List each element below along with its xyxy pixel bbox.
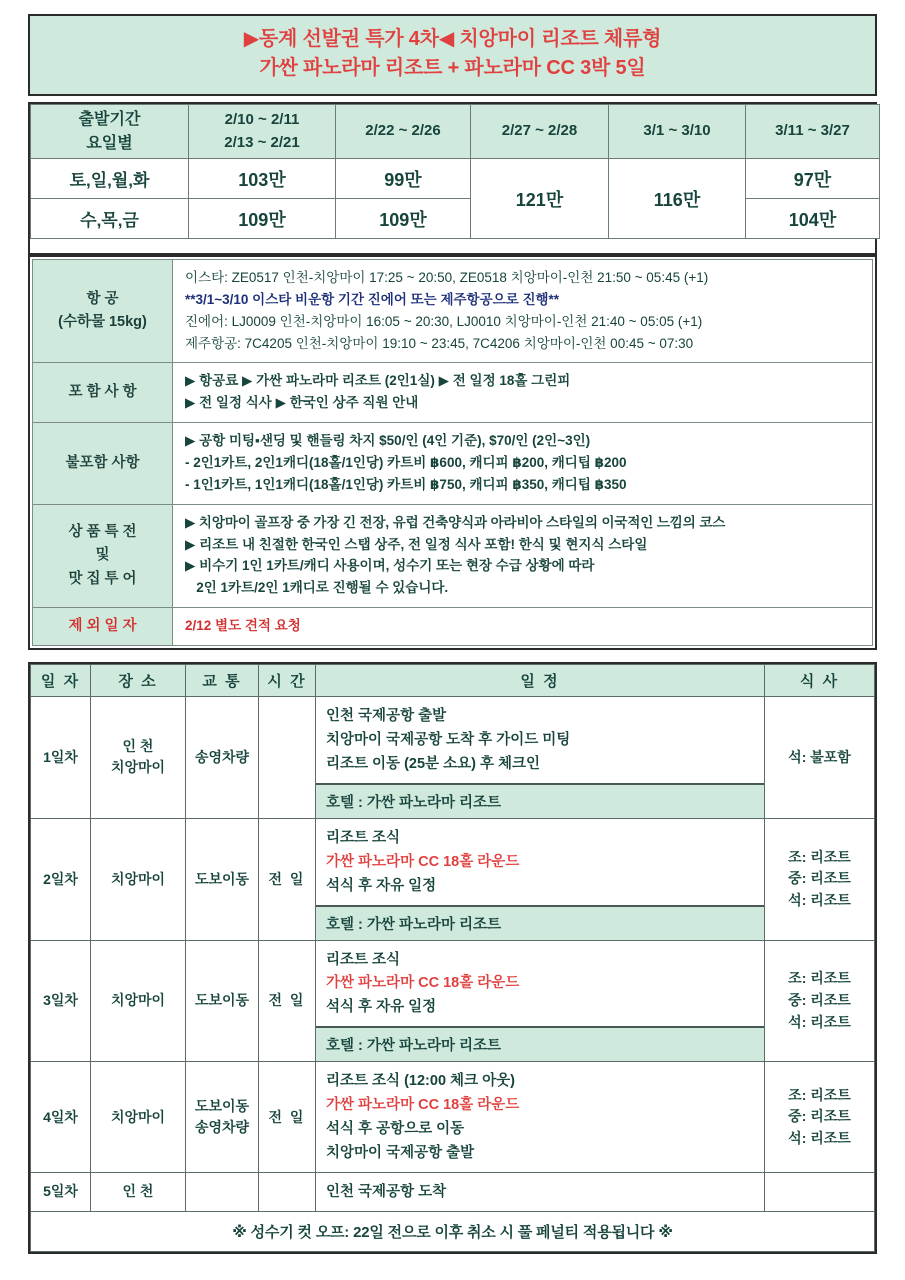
day-1-sched-0: 인천 국제공항 출발 [326,708,447,725]
features-label-line1: 상 품 특 전 [68,524,137,541]
day-1-hotel: 호텔 : 가싼 파노라마 리조트 [316,783,764,818]
day-4-transport-line1: 도보이동 [194,1098,250,1115]
info-row-excluded-dates [33,608,873,646]
day-4-meal-0: 조: 리조트 [788,1086,851,1103]
day-3-sched-1: 가싼 파노라마 CC 18홀 라운드 [326,975,520,992]
day-1-label: 1일차 [31,697,91,819]
price-header-label-line2: 요일별 [86,134,133,152]
day-1-schedule [316,697,765,819]
excluded-line-2: - 1인1카트, 1인1캐디(18홀/1인당) 카트비 ฿750, 캐디피 ฿350, 캐디팁 ฿350 [185,476,627,492]
price-header-label [31,105,189,159]
day-2-transport: 도보이동 [186,818,259,940]
title-line-2: 가싼 파노라마 리조트 + 파노라마 CC 3박 5일 [259,57,646,79]
day-1-sched-2: 리조트 이동 (25분 소요) 후 체크인 [326,755,541,772]
info-row-excluded [33,423,873,505]
day-5-label: 5일차 [31,1173,91,1212]
table-row [31,1062,875,1173]
day-1-time [259,697,316,819]
features-line-1: ▶ 리조트 내 친절한 한국인 스탭 상주, 전 일정 식사 포함! 한식 및 현지식 스타일 [185,536,648,552]
day-4-sched-2: 석식 후 공항으로 이동 [326,1121,465,1138]
day-3-sched-2: 석식 후 자유 일정 [326,999,437,1016]
footer-note: ※ 성수기 컷 오프: 22일 전으로 이후 취소 시 풀 페널티 적용됩니다 ※ [31,1211,875,1251]
table-row [31,940,875,1062]
day-2-label: 2일차 [31,818,91,940]
excluded-line-1: - 2인1카트, 2인1캐디(18홀/1인당) 카트비 ฿600, 캐디피 ฿200, 캐디팁 ฿200 [185,455,627,471]
day-2-sched-0: 리조트 조식 [326,829,401,846]
day-1-meal [765,697,875,819]
day-4-schedule-lines [316,1062,764,1172]
title-line-1: ▶동계 선발권 특가 4차◀ 치앙마이 리조트 체류형 [243,28,662,50]
included-line-1: ▶ 전 일정 식사 ▶ 한국인 상주 직원 안내 [185,395,419,411]
excluded-dates-text: 2/12 별도 견적 요청 [185,618,301,634]
day-3-schedule [316,940,765,1062]
day-3-meal-1: 중: 리조트 [788,992,851,1009]
itinerary-header-place: 장 소 [91,665,186,697]
day-3-meal-2: 석: 리조트 [788,1013,851,1030]
flight-line-0: 이스타: ZE0517 인천-치앙마이 17:25 ~ 20:50, ZE0518 치앙마이-인천 21:50 ~ 05:45 (+1) [185,270,709,285]
included-value [173,363,873,423]
day-3-schedule-lines [316,941,764,1027]
features-line-2: ▶ 비수기 1인 1카트/캐디 사용이며, 성수기 또는 현장 수급 상황에 따라 [185,558,595,574]
info-table [32,259,873,646]
day-2-meal-2: 석: 리조트 [788,892,851,909]
day-1-schedule-lines [316,697,764,783]
excluded-label: 불포함 사항 [33,423,173,505]
excluded-dates-label: 제 외 일 자 [33,608,173,646]
price-row-label-weekday: 수,목,금 [31,199,189,239]
itinerary-header-schedule: 일 정 [316,665,765,697]
itinerary-table [30,664,875,1252]
table-row [31,1173,875,1212]
excluded-line-0: ▶ 공항 미팅▪샌딩 및 핸들링 차지 $50/인 (4인 기준), $70/인 (2인~3인) [185,433,591,449]
day-1-place-line1: 인 천 [122,738,154,755]
included-line-0: ▶ 항공료 ▶ 가싼 파노라마 리조트 (2인1실) ▶ 전 일정 18홀 그린피 [185,373,571,389]
day-3-meal-0: 조: 리조트 [788,970,851,987]
table-row [31,159,880,199]
price-header-label-line1: 출발기간 [78,110,141,128]
info-row-features [33,504,873,607]
day-4-schedule [316,1062,765,1173]
price-table-container [28,102,877,255]
day-2-meal-1: 중: 리조트 [788,870,851,887]
day-4-place: 치앙마이 [91,1062,186,1173]
day-3-label: 3일차 [31,940,91,1062]
day-3-place: 치앙마이 [91,940,186,1062]
flight-line-1: **3/1~3/10 이스타 비운항 기간 진에어 또는 제주항공으로 진행** [185,291,560,307]
features-line-0: ▶ 치앙마이 골프장 중 가장 긴 전장, 유럽 건축양식과 아라비아 스타일의 이국적인 느낌의 코스 [185,514,726,530]
excluded-value [173,423,873,505]
price-period-2: 2/27 ~ 2/28 [471,105,609,159]
itinerary-header-meal: 식 사 [765,665,875,697]
flight-label-line1: 항 공 [86,291,119,308]
day-5-time [259,1173,316,1212]
itinerary-header-time: 시 간 [259,665,316,697]
price-cell-r1c5: 97만 [746,159,880,199]
itinerary-footer-row [31,1211,875,1251]
day-3-hotel: 호텔 : 가싼 파노라마 리조트 [316,1026,764,1061]
day-5-place: 인 천 [91,1173,186,1212]
day-5-schedule-lines [316,1173,764,1211]
price-row-label-weekend: 토,일,월,화 [31,159,189,199]
day-2-meal [765,818,875,940]
day-4-sched-3: 치앙마이 국제공항 출발 [326,1145,475,1162]
itinerary-header-row [31,665,875,697]
day-4-meal [765,1062,875,1173]
info-row-flight [33,260,873,363]
features-label-line2: 및 [95,547,110,564]
day-2-sched-2: 석식 후 자유 일정 [326,877,437,894]
day-1-place [91,697,186,819]
day-5-schedule [316,1173,765,1212]
price-cell-r2c2: 109만 [336,199,471,239]
flight-label-line2: (수하물 15kg) [58,314,147,331]
day-2-meal-0: 조: 리조트 [788,848,851,865]
features-value [173,504,873,607]
itinerary-section [28,662,877,1254]
included-label: 포 함 사 항 [33,363,173,423]
day-4-label: 4일차 [31,1062,91,1173]
table-row [31,818,875,940]
day-4-sched-0: 리조트 조식 (12:00 체크 아웃) [326,1073,515,1090]
flight-value [173,260,873,363]
day-4-meal-2: 석: 리조트 [788,1130,851,1147]
day-2-schedule [316,818,765,940]
flight-label [33,260,173,363]
day-4-sched-1: 가싼 파노라마 CC 18홀 라운드 [326,1097,520,1114]
day-2-place: 치앙마이 [91,818,186,940]
price-cell-r1c1: 103만 [189,159,336,199]
features-label [33,504,173,607]
flight-line-3: 제주항공: 7C4205 인천-치앙마이 19:10 ~ 23:45, 7C4206 치앙마이-인천 00:45 ~ 07:30 [185,335,694,351]
price-period-3: 3/1 ~ 3/10 [609,105,746,159]
features-line-3: 2인 1카트/2인 1캐디로 진행될 수 있습니다. [185,580,449,596]
price-cell-r1c2: 99만 [336,159,471,199]
table-row [31,199,880,239]
day-1-place-line2: 치앙마이 [110,759,166,776]
excluded-dates-value [173,608,873,646]
day-1-transport: 송영차량 [186,697,259,819]
price-period-1: 2/22 ~ 2/26 [336,105,471,159]
day-2-sched-1: 가싼 파노라마 CC 18홀 라운드 [326,853,520,870]
day-1-sched-1: 치앙마이 국제공항 도착 후 가이드 미팅 [326,731,571,748]
price-cell-merged-c4: 116만 [609,159,746,239]
day-3-time: 전 일 [259,940,316,1062]
day-3-sched-0: 리조트 조식 [326,951,401,968]
price-cell-r2c1: 109만 [189,199,336,239]
features-label-line3: 맛 집 투 어 [68,570,137,587]
flight-line-2: 진에어: LJ0009 인천-치앙마이 16:05 ~ 20:30, LJ0010 치앙마이-인천 21:40 ~ 05:05 (+1) [185,313,703,329]
day-1-meal-0: 석: 불포함 [788,748,851,765]
price-period-0 [189,105,336,159]
period-0-line1: 2/10 ~ 2/11 [224,111,300,128]
price-period-4: 3/11 ~ 3/27 [746,105,880,159]
day-2-hotel: 호텔 : 가싼 파노라마 리조트 [316,905,764,940]
itinerary-header-day: 일 자 [31,665,91,697]
day-5-transport [186,1173,259,1212]
day-4-time: 전 일 [259,1062,316,1173]
itinerary-header-transport: 교 통 [186,665,259,697]
price-table-header-row [31,105,880,159]
day-5-meal [765,1173,875,1212]
day-2-schedule-lines [316,819,764,905]
price-table [30,104,880,239]
price-cell-r2c5: 104만 [746,199,880,239]
table-row [31,697,875,819]
day-3-transport: 도보이동 [186,940,259,1062]
page-title [28,14,877,96]
info-row-included [33,363,873,423]
period-0-line2: 2/13 ~ 2/21 [224,133,300,151]
day-5-sched-0: 인천 국제공항 도착 [326,1184,447,1201]
day-3-meal [765,940,875,1062]
price-cell-merged-c3: 121만 [471,159,609,239]
day-4-transport [186,1062,259,1173]
day-2-time: 전 일 [259,818,316,940]
day-4-transport-line2: 송영차량 [194,1119,250,1136]
day-4-meal-1: 중: 리조트 [788,1108,851,1125]
info-section [28,255,877,650]
